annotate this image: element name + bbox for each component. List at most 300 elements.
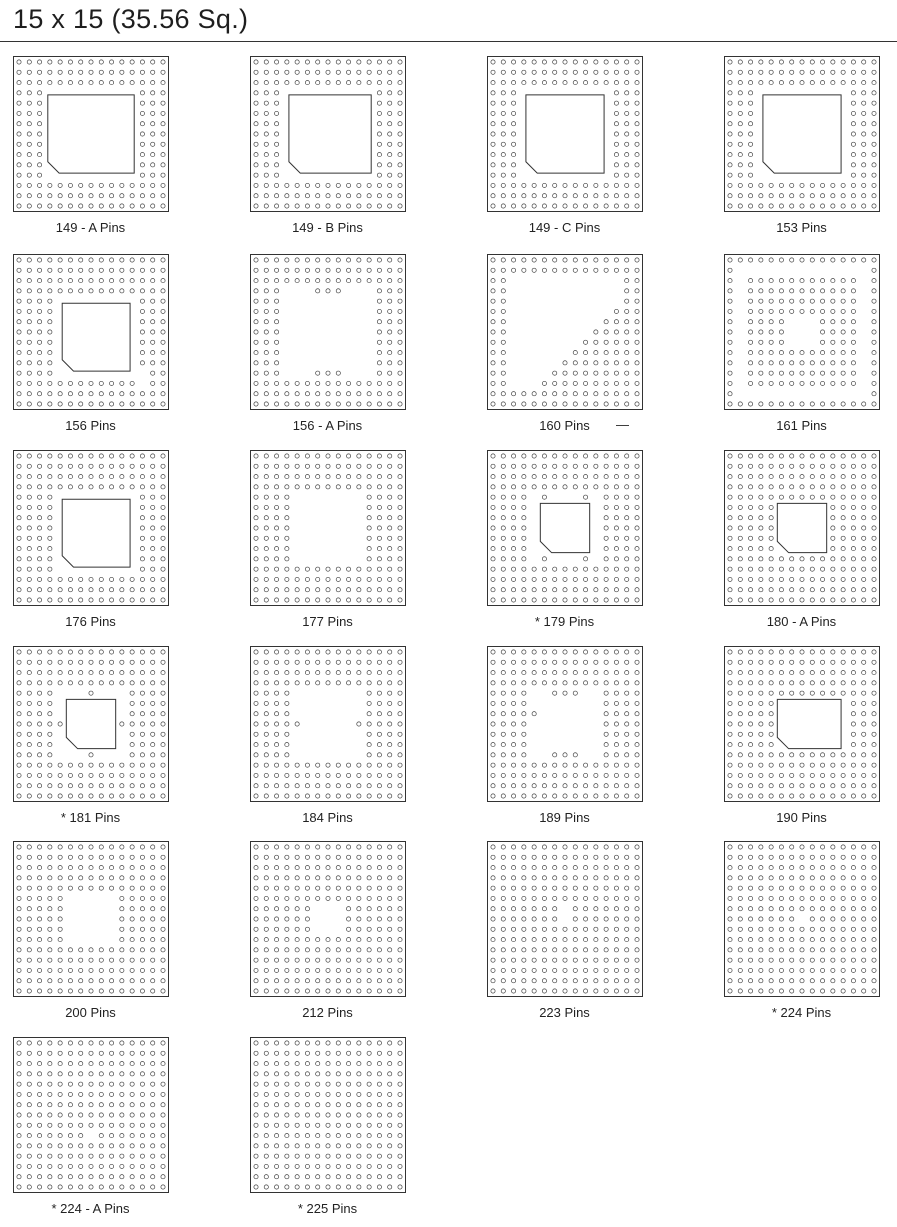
pin (377, 732, 381, 736)
pin (851, 763, 855, 767)
pin (779, 350, 783, 354)
pin (614, 732, 618, 736)
package-189 (465, 646, 665, 836)
pin (357, 907, 361, 911)
pin (635, 60, 639, 64)
pin (398, 1154, 402, 1158)
pin (625, 917, 629, 921)
pin (254, 70, 258, 74)
pin (398, 845, 402, 849)
pin (491, 485, 495, 489)
pin (573, 660, 577, 664)
pin (17, 340, 21, 344)
pin (151, 474, 155, 478)
pin (377, 896, 381, 900)
pin (635, 763, 639, 767)
pin (759, 320, 763, 324)
pin (790, 691, 794, 695)
pin (295, 204, 299, 208)
pin (522, 516, 526, 520)
pin (501, 173, 505, 177)
pin (542, 660, 546, 664)
pin (594, 330, 598, 334)
pin (254, 505, 258, 509)
pin (336, 681, 340, 685)
pin (316, 896, 320, 900)
pin (37, 132, 41, 136)
pin (17, 876, 21, 880)
pin (285, 794, 289, 798)
pin (161, 101, 165, 105)
pin (728, 773, 732, 777)
pin (831, 361, 835, 365)
pin (614, 722, 618, 726)
package-156 (0, 254, 191, 444)
pin (120, 183, 124, 187)
pin (563, 968, 567, 972)
pin (264, 917, 268, 921)
pin (522, 194, 526, 198)
pin (810, 194, 814, 198)
pin (491, 70, 495, 74)
pin (511, 495, 515, 499)
pin (728, 454, 732, 458)
pin (109, 979, 113, 983)
pin (254, 80, 258, 84)
pin (553, 937, 557, 941)
pin (831, 876, 835, 880)
pin (264, 927, 268, 931)
pin (635, 660, 639, 664)
pin (274, 886, 278, 890)
pin (614, 896, 618, 900)
pin (37, 204, 41, 208)
pin (738, 917, 742, 921)
pin (820, 289, 824, 293)
pin (161, 122, 165, 126)
pin (316, 1164, 320, 1168)
pin (316, 454, 320, 458)
pin (553, 402, 557, 406)
pin (635, 691, 639, 695)
pin (491, 163, 495, 167)
pin (573, 937, 577, 941)
pin (254, 598, 258, 602)
pin (120, 1092, 124, 1096)
pin (346, 1133, 350, 1137)
pin (635, 546, 639, 550)
pin (728, 546, 732, 550)
pin (573, 968, 577, 972)
pin (388, 278, 392, 282)
package-161 (702, 254, 897, 444)
pin (336, 855, 340, 859)
pin (851, 865, 855, 869)
pin (573, 650, 577, 654)
pin (326, 204, 330, 208)
pin (27, 753, 31, 757)
pin (151, 122, 155, 126)
pin (254, 330, 258, 334)
pin (58, 917, 62, 921)
pin (542, 258, 546, 262)
pin (274, 907, 278, 911)
pin (635, 474, 639, 478)
pin (27, 557, 31, 561)
pin (511, 753, 515, 757)
pin (99, 454, 103, 458)
pin (336, 1072, 340, 1076)
pin (377, 361, 381, 365)
pin (79, 1164, 83, 1168)
pin (357, 1041, 361, 1045)
pin (264, 1133, 268, 1137)
pin (130, 204, 134, 208)
pin (305, 917, 309, 921)
pin (58, 1175, 62, 1179)
pin (748, 495, 752, 499)
pin (109, 464, 113, 468)
pin (264, 516, 268, 520)
pin (738, 546, 742, 550)
pin (357, 1082, 361, 1086)
pin (810, 989, 814, 993)
pin (522, 907, 526, 911)
pin (295, 1051, 299, 1055)
pin (501, 70, 505, 74)
pin (295, 1041, 299, 1045)
pin (68, 183, 72, 187)
pin (872, 485, 876, 489)
pin (604, 70, 608, 74)
pin (748, 979, 752, 983)
pin (161, 371, 165, 375)
pin (89, 681, 93, 685)
pin (48, 309, 52, 313)
package-body-outline (488, 255, 643, 410)
pin (573, 361, 577, 365)
pin (305, 937, 309, 941)
pin (779, 299, 783, 303)
pin (346, 402, 350, 406)
pin (851, 660, 855, 664)
pin (748, 722, 752, 726)
pin (614, 865, 618, 869)
die-cavity-outline (777, 503, 826, 552)
pin (357, 454, 361, 458)
pin (79, 1175, 83, 1179)
pin (285, 1041, 289, 1045)
pin (346, 268, 350, 272)
pin (316, 1144, 320, 1148)
pin (58, 1092, 62, 1096)
pin (532, 794, 536, 798)
pin (316, 794, 320, 798)
pin (635, 361, 639, 365)
pin (398, 557, 402, 561)
pin (151, 536, 155, 540)
pin (37, 91, 41, 95)
pin (511, 876, 515, 880)
pin (89, 1144, 93, 1148)
pin (810, 937, 814, 941)
pin (285, 454, 289, 458)
pin (130, 948, 134, 952)
pin (398, 80, 402, 84)
pin (367, 278, 371, 282)
pin (501, 876, 505, 880)
pin (264, 505, 268, 509)
pin (872, 681, 876, 685)
pin (37, 886, 41, 890)
pin (151, 588, 155, 592)
pin (48, 474, 52, 478)
pin (254, 1123, 258, 1127)
pin (553, 670, 557, 674)
pin (594, 60, 598, 64)
pin (851, 111, 855, 115)
pin (130, 392, 134, 396)
pin (831, 670, 835, 674)
pin (872, 907, 876, 911)
pin (346, 258, 350, 262)
pin (851, 340, 855, 344)
pin (89, 80, 93, 84)
pin (37, 742, 41, 746)
pin (831, 577, 835, 581)
pin (305, 681, 309, 685)
pin (140, 896, 144, 900)
pin (27, 968, 31, 972)
pin (151, 526, 155, 530)
pin (305, 660, 309, 664)
pin (738, 526, 742, 530)
pin (254, 896, 258, 900)
pin (48, 60, 52, 64)
pin (316, 968, 320, 972)
pin (99, 194, 103, 198)
pin (501, 122, 505, 126)
package-label: 189 Pins (465, 810, 665, 825)
pin (851, 937, 855, 941)
pin (27, 1175, 31, 1179)
pin (790, 557, 794, 561)
pin (388, 1133, 392, 1137)
pin (511, 464, 515, 468)
pin (728, 70, 732, 74)
pin (573, 896, 577, 900)
pin (151, 309, 155, 313)
pin (346, 194, 350, 198)
pin (738, 958, 742, 962)
pin (841, 845, 845, 849)
pin (522, 60, 526, 64)
pin (140, 516, 144, 520)
pin (614, 474, 618, 478)
pin (161, 948, 165, 952)
pin (872, 927, 876, 931)
pin (37, 979, 41, 983)
pin (522, 742, 526, 746)
pin (161, 1082, 165, 1086)
pin (542, 855, 546, 859)
pin (27, 194, 31, 198)
pin (316, 979, 320, 983)
pin (274, 1185, 278, 1189)
pin (738, 865, 742, 869)
pin (58, 886, 62, 890)
pin (254, 299, 258, 303)
pin (738, 152, 742, 156)
pin (769, 979, 773, 983)
pin (274, 865, 278, 869)
pin (862, 194, 866, 198)
pin (326, 865, 330, 869)
pin (779, 979, 783, 983)
pin (542, 183, 546, 187)
pin (790, 80, 794, 84)
pin (357, 979, 361, 983)
pin (346, 958, 350, 962)
pin (635, 278, 639, 282)
pin (573, 794, 577, 798)
pin (851, 381, 855, 385)
pin (851, 371, 855, 375)
pin (635, 350, 639, 354)
pin (862, 132, 866, 136)
pin (522, 557, 526, 561)
pin (161, 309, 165, 313)
pin (377, 937, 381, 941)
pin (367, 865, 371, 869)
pin (779, 937, 783, 941)
pin (851, 464, 855, 468)
pin (563, 784, 567, 788)
pin (27, 567, 31, 571)
pin (285, 845, 289, 849)
pin (748, 598, 752, 602)
pin (79, 464, 83, 468)
pin (388, 773, 392, 777)
pin (851, 577, 855, 581)
pin (728, 876, 732, 880)
pin (109, 1175, 113, 1179)
pin (140, 794, 144, 798)
pin (377, 163, 381, 167)
pin (573, 598, 577, 602)
pin (68, 204, 72, 208)
pin (748, 588, 752, 592)
pin (285, 742, 289, 746)
pin (140, 773, 144, 777)
pin (810, 670, 814, 674)
pin (491, 392, 495, 396)
pin (27, 1061, 31, 1065)
pin (553, 371, 557, 375)
pin (800, 927, 804, 931)
pin (872, 454, 876, 458)
pin (398, 968, 402, 972)
pin (872, 516, 876, 520)
pin (604, 567, 608, 571)
pin (779, 80, 783, 84)
pin (326, 794, 330, 798)
pin (522, 763, 526, 767)
pin (614, 794, 618, 798)
pin (491, 299, 495, 303)
pin (748, 278, 752, 282)
pin (851, 989, 855, 993)
pin (728, 340, 732, 344)
pin (511, 598, 515, 602)
pin (532, 784, 536, 788)
pin (254, 588, 258, 592)
pin (274, 204, 278, 208)
pin (305, 1123, 309, 1127)
pin (79, 392, 83, 396)
pin (501, 495, 505, 499)
pin (326, 474, 330, 478)
pin (367, 691, 371, 695)
pin (779, 330, 783, 334)
pin (583, 958, 587, 962)
pin (68, 1133, 72, 1137)
pin (254, 278, 258, 282)
pin (635, 381, 639, 385)
pin (820, 309, 824, 313)
pin (388, 536, 392, 540)
pin (285, 1061, 289, 1065)
pin (841, 855, 845, 859)
pin (635, 299, 639, 303)
pin (120, 681, 124, 685)
pin (17, 350, 21, 354)
pin (17, 732, 21, 736)
pin (614, 948, 618, 952)
pin (563, 958, 567, 962)
pin (68, 402, 72, 406)
pin (769, 70, 773, 74)
pin (388, 402, 392, 406)
pin (27, 660, 31, 664)
pin (161, 361, 165, 365)
pin (161, 152, 165, 156)
pin (748, 381, 752, 385)
pin (511, 194, 515, 198)
pin (501, 865, 505, 869)
pin (759, 876, 763, 880)
pin (862, 742, 866, 746)
pin (388, 464, 392, 468)
pin (398, 1133, 402, 1137)
pin (820, 80, 824, 84)
pin (583, 896, 587, 900)
pin (48, 1113, 52, 1117)
pin (161, 1072, 165, 1076)
pin (831, 204, 835, 208)
pin (779, 278, 783, 282)
pin (738, 763, 742, 767)
pin (841, 958, 845, 962)
pin (738, 845, 742, 849)
pin (274, 1144, 278, 1148)
pin (367, 1175, 371, 1179)
pin (491, 598, 495, 602)
pin (769, 784, 773, 788)
pin (161, 268, 165, 272)
pin (336, 474, 340, 478)
pin (851, 948, 855, 952)
